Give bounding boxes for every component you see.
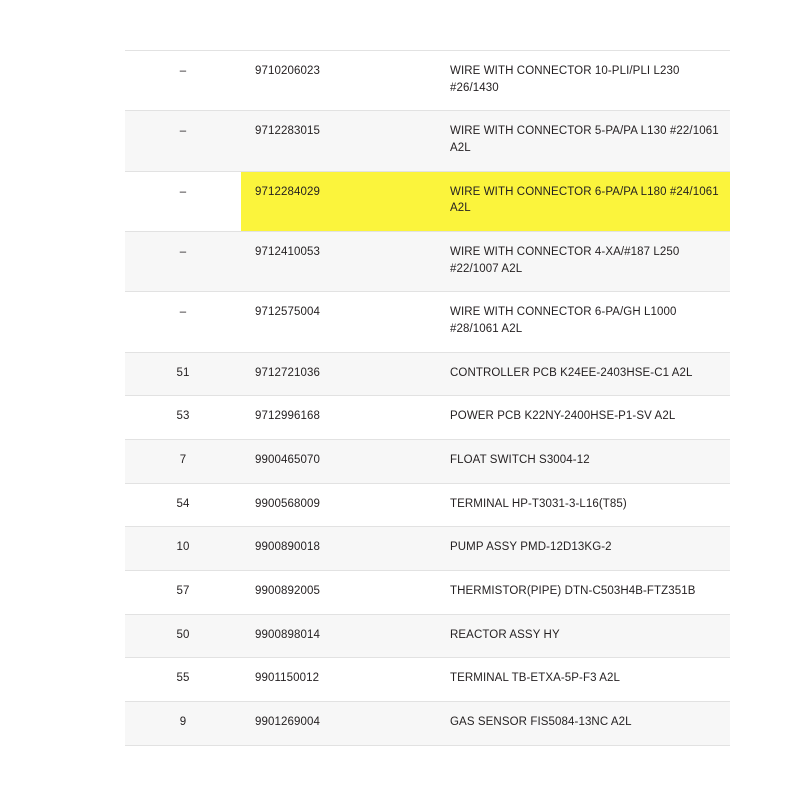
table-row xyxy=(125,111,730,171)
description-line: #26/1430 xyxy=(450,81,499,94)
cell-ref: – xyxy=(125,171,241,231)
cell-part-number: 9712996168 xyxy=(241,396,438,440)
cell-part-number: 9900465070 xyxy=(241,440,438,484)
description-line: WIRE WITH CONNECTOR 6-PA/PA L180 #24/1061 xyxy=(450,185,719,198)
cell-ref: 53 xyxy=(125,396,241,440)
cell-ref: – xyxy=(125,232,241,292)
cell-ref: – xyxy=(125,292,241,352)
cell-description xyxy=(438,440,730,484)
cell-part-number: 9710206023 xyxy=(241,51,438,111)
description-line: POWER PCB K22NY-2400HSE-P1-SV A2L xyxy=(450,410,676,423)
table-row xyxy=(125,292,730,352)
cell-description xyxy=(438,111,730,171)
cell-ref: 7 xyxy=(125,440,241,484)
cell-description xyxy=(438,658,730,702)
cell-description xyxy=(438,292,730,352)
description-line: #22/1007 A2L xyxy=(450,262,523,275)
description-line: A2L xyxy=(450,202,471,215)
parts-table-body xyxy=(125,51,730,746)
parts-table xyxy=(125,50,730,746)
cell-part-number: 9712284029 xyxy=(241,171,438,231)
cell-description xyxy=(438,232,730,292)
cell-description xyxy=(438,527,730,571)
cell-part-number: 9712410053 xyxy=(241,232,438,292)
description-line: PUMP ASSY PMD-12D13KG-2 xyxy=(450,541,612,554)
cell-part-number: 9900892005 xyxy=(241,571,438,615)
cell-part-number: 9712721036 xyxy=(241,352,438,396)
cell-description xyxy=(438,51,730,111)
cell-ref: 50 xyxy=(125,614,241,658)
cell-description xyxy=(438,483,730,527)
cell-ref: 10 xyxy=(125,527,241,571)
cell-description xyxy=(438,614,730,658)
description-line: CONTROLLER PCB K24EE-2403HSE-C1 A2L xyxy=(450,366,693,379)
description-line: WIRE WITH CONNECTOR 4-XA/#187 L250 xyxy=(450,246,680,259)
cell-description xyxy=(438,352,730,396)
cell-part-number: 9900890018 xyxy=(241,527,438,571)
description-line: TERMINAL HP-T3031-3-L16(T85) xyxy=(450,497,627,510)
cell-ref: 57 xyxy=(125,571,241,615)
cell-ref: – xyxy=(125,51,241,111)
description-line: A2L xyxy=(450,142,471,155)
cell-part-number: 9901269004 xyxy=(241,702,438,746)
description-line: WIRE WITH CONNECTOR 5-PA/PA L130 #22/1061 xyxy=(450,125,719,138)
description-line: THERMISTOR(PIPE) DTN-C503H4B-FTZ351B xyxy=(450,585,696,598)
table-row xyxy=(125,614,730,658)
table-row xyxy=(125,571,730,615)
cell-part-number: 9901150012 xyxy=(241,658,438,702)
cell-ref: 51 xyxy=(125,352,241,396)
table-row xyxy=(125,483,730,527)
cell-description xyxy=(438,702,730,746)
description-line: TERMINAL TB-ETXA-5P-F3 A2L xyxy=(450,672,621,685)
cell-description xyxy=(438,571,730,615)
description-line: WIRE WITH CONNECTOR 10-PLI/PLI L230 xyxy=(450,65,680,77)
table-row xyxy=(125,702,730,746)
description-line: REACTOR ASSY HY xyxy=(450,628,560,641)
cell-ref: 9 xyxy=(125,702,241,746)
description-line: #28/1061 A2L xyxy=(450,323,523,336)
cell-part-number: 9900568009 xyxy=(241,483,438,527)
description-line: WIRE WITH CONNECTOR 6-PA/GH L1000 xyxy=(450,306,677,319)
cell-ref: 55 xyxy=(125,658,241,702)
table-row xyxy=(125,171,730,231)
cell-ref: 54 xyxy=(125,483,241,527)
cell-description xyxy=(438,396,730,440)
table-row xyxy=(125,232,730,292)
description-line: GAS SENSOR FIS5084-13NC A2L xyxy=(450,716,632,729)
table-row xyxy=(125,527,730,571)
cell-ref: – xyxy=(125,111,241,171)
cell-part-number: 9900898014 xyxy=(241,614,438,658)
cell-part-number: 9712575004 xyxy=(241,292,438,352)
table-row xyxy=(125,352,730,396)
table-row xyxy=(125,440,730,484)
description-line: FLOAT SWITCH S3004-12 xyxy=(450,454,590,467)
cell-part-number: 9712283015 xyxy=(241,111,438,171)
cell-description xyxy=(438,171,730,231)
table-row xyxy=(125,658,730,702)
table-row xyxy=(125,51,730,111)
table-row xyxy=(125,396,730,440)
